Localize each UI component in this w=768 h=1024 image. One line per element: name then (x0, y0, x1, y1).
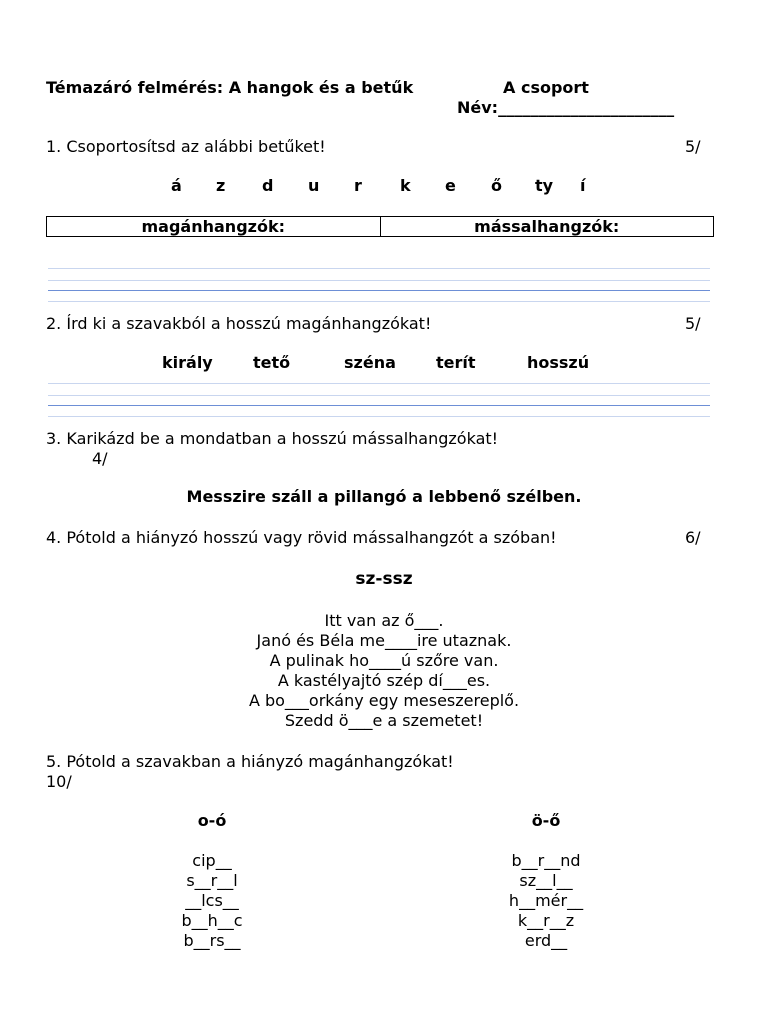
fill-word[interactable]: b__r__nd (511, 851, 581, 870)
fill-word[interactable]: sz__l__ (519, 871, 573, 890)
letter-item: á (171, 176, 182, 195)
task4-heading: sz-ssz (355, 569, 413, 589)
writing-baseline[interactable] (48, 290, 710, 291)
writing-line[interactable] (48, 301, 710, 302)
word-item: tető (253, 353, 291, 372)
task2-prompt: 2. Írd ki a szavakból a hosszú magánhangzókat! (46, 314, 432, 333)
fill-word[interactable]: s__r__l (186, 871, 238, 890)
o-column-heading: o-ó (197, 811, 227, 830)
task1-prompt: 1. Csoportosítsd az alábbi betűket! (46, 137, 326, 156)
task1-points: 5/ (685, 137, 701, 156)
task3-prompt: 3. Karikázd be a mondatban a hosszú mássalhangzókat! (46, 429, 499, 448)
group-label: A csoport (503, 78, 589, 97)
letter-item: e (445, 176, 456, 195)
letter-item: d (262, 176, 274, 195)
fill-word[interactable]: k__r__z (517, 911, 575, 930)
fill-word[interactable]: cip__ (192, 851, 232, 870)
word-item: terít (436, 353, 476, 372)
writing-line[interactable] (48, 268, 710, 269)
task2-points: 5/ (685, 314, 701, 333)
task3-sentence: Messzire száll a pillangó a lebbenő szélben. (186, 487, 582, 506)
task3-points: 4/ (92, 449, 108, 468)
oe-column-heading: ö-ő (531, 811, 561, 830)
letter-item: ő (491, 176, 502, 195)
task4-points: 6/ (685, 528, 701, 547)
fill-word[interactable]: erd__ (524, 931, 568, 950)
task4-sentences (0, 611, 768, 731)
letter-item: z (216, 176, 226, 195)
task5-points: 10/ (46, 772, 72, 791)
worksheet-title: Témazáró felmérés: A hangok és a betűk (46, 78, 414, 97)
fill-sentence[interactable]: Itt van az ő___. (324, 611, 444, 630)
fill-sentence[interactable]: A pulinak ho____ú szőre van. (269, 651, 499, 670)
letter-item: í (580, 176, 586, 195)
word-item: széna (344, 353, 396, 372)
letter-item: u (308, 176, 320, 195)
writing-line[interactable] (48, 395, 710, 396)
name-field[interactable]: Név:______________________ (457, 98, 675, 117)
task5-prompt: 5. Pótold a szavakban a hiányzó magánhangzókat! (46, 752, 454, 771)
fill-word[interactable]: b__rs__ (183, 931, 241, 950)
task4-prompt: 4. Pótold a hiányzó hosszú vagy rövid mássalhangzót a szóban! (46, 528, 557, 547)
writing-line[interactable] (48, 416, 710, 417)
fill-word[interactable]: b__h__c (181, 911, 243, 930)
word-item: király (162, 353, 213, 372)
consonants-header: mássalhangzók: (380, 217, 714, 237)
grouping-table (46, 216, 714, 237)
fill-sentence[interactable]: Janó és Béla me____ire utaznak. (256, 631, 512, 650)
word-item: hosszú (527, 353, 590, 372)
fill-word[interactable]: __lcs__ (185, 891, 239, 910)
oe-column (486, 811, 606, 951)
writing-baseline[interactable] (48, 405, 710, 406)
vowels-header: magánhangzók: (47, 217, 381, 237)
fill-sentence[interactable]: A kastélyajtó szép dí___es. (277, 671, 491, 690)
letter-item: r (354, 176, 362, 195)
letter-item: ty (535, 176, 554, 195)
writing-line[interactable] (48, 383, 710, 384)
fill-word[interactable]: h__mér__ (508, 891, 584, 910)
fill-sentence[interactable]: A bo___orkány egy meseszereplő. (248, 691, 520, 710)
o-column (152, 811, 272, 951)
letter-item: k (400, 176, 411, 195)
writing-line[interactable] (48, 280, 710, 281)
fill-sentence[interactable]: Szedd ö___e a szemetet! (284, 711, 484, 730)
